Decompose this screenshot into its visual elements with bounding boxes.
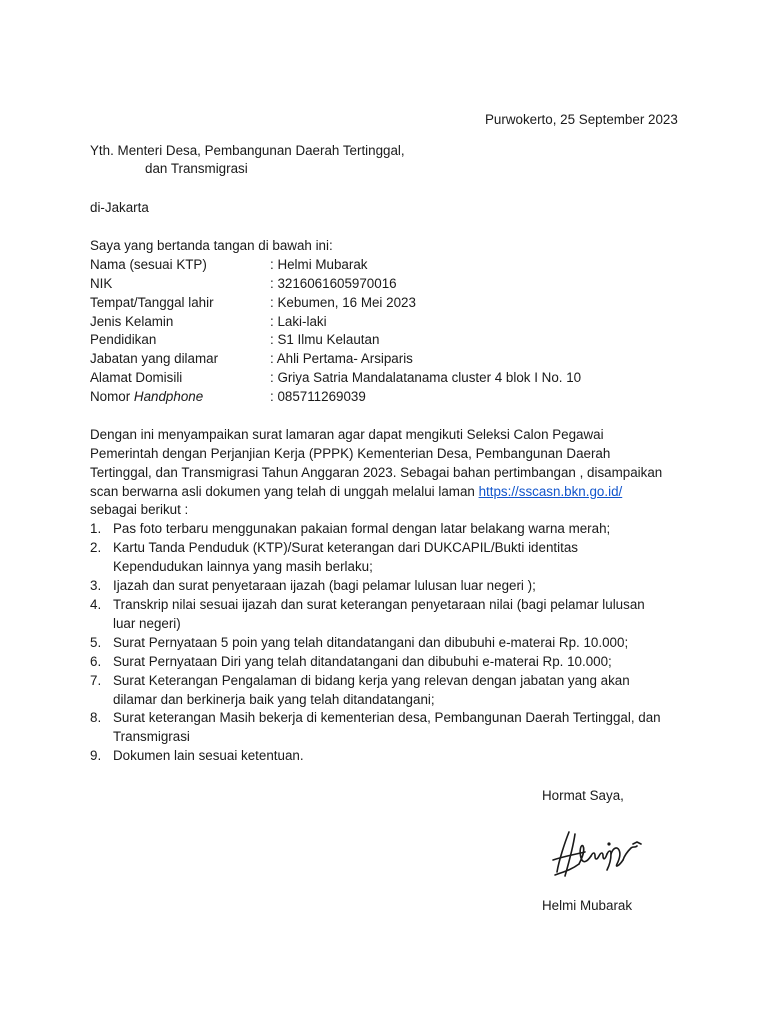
field-label: Jabatan yang dilamar — [90, 351, 219, 366]
signature-image — [545, 820, 655, 890]
recipient-line-1: Yth. Menteri Desa, Pembangunan Daerah Tertinggal, — [90, 143, 405, 158]
list-number: 7. — [90, 673, 102, 688]
list-line: Surat keterangan Masih bekerja di kementerian desa, Pembangunan Daerah Tertinggal, dan — [113, 710, 661, 725]
list-line: Surat Pernyataan Diri yang telah ditandatangani dan dibubuhi e-materai Rp. 10.000; — [113, 654, 612, 669]
intro-text: Saya yang bertanda tangan di bawah ini: — [90, 238, 333, 253]
body-line-text: scan berwarna asli dokumen yang telah di unggah melalui laman — [90, 484, 479, 499]
list-line: Dokumen lain sesuai ketentuan. — [113, 748, 304, 763]
list-text — [113, 520, 683, 539]
field-label: NIK — [90, 276, 113, 291]
field-label-italic: Handphone — [133, 389, 204, 404]
list-line: Transkrip nilai sesuai ijazah dan surat keterangan penyetaraan nilai (bagi pelamar lulusan — [113, 597, 645, 612]
field-label-prefix: Nomor — [90, 389, 134, 404]
list-number: 3. — [90, 578, 102, 593]
field-label — [90, 388, 203, 406]
list-text — [113, 539, 683, 576]
list-text — [113, 653, 683, 672]
list-line: dilamar dan berkinerja baik yang telah ditandatangani; — [113, 691, 435, 707]
list-text — [113, 634, 683, 653]
body-line-with-link — [90, 483, 622, 501]
list-number: 1. — [90, 521, 102, 536]
recipient-line-2: dan Transmigrasi — [145, 161, 248, 176]
list-number: 9. — [90, 748, 102, 763]
field-value: : Helmi Mubarak — [270, 257, 368, 272]
list-text — [113, 672, 683, 709]
list-line: Kartu Tanda Penduduk (KTP)/Surat keterangan dari DUKCAPIL/Bukti identitas — [113, 540, 578, 555]
field-label: Tempat/Tanggal lahir — [90, 295, 214, 310]
field-label: Pendidikan — [90, 332, 157, 347]
sscasn-link[interactable]: https://sscasn.bkn.go.id/ — [478, 484, 623, 499]
list-number: 6. — [90, 654, 102, 669]
list-number: 4. — [90, 597, 102, 612]
list-line: Pas foto terbaru menggunakan pakaian formal dengan latar belakang warna merah; — [113, 521, 611, 536]
list-text — [113, 596, 683, 633]
field-label: Nama (sesuai KTP) — [90, 257, 207, 272]
place-date: Purwokerto, 25 September 2023 — [485, 112, 678, 127]
signer-name: Helmi Mubarak — [542, 898, 633, 913]
list-number: 5. — [90, 635, 102, 650]
body-line: Dengan ini menyampaikan surat lamaran agar dapat mengikuti Seleksi Calon Pegawai — [90, 427, 604, 442]
body-line: Pemerintah dengan Perjanjian Kerja (PPPK) Kementerian Desa, Pembangunan Daerah — [90, 446, 611, 461]
list-line: luar negeri) — [113, 615, 181, 631]
list-text — [113, 709, 683, 746]
recipient-location: di-Jakarta — [90, 200, 149, 215]
field-label: Jenis Kelamin — [90, 314, 174, 329]
field-value: : Griya Satria Mandalatanama cluster 4 blok I No. 10 — [270, 370, 582, 385]
body-line: Tertinggal, dan Transmigrasi Tahun Anggaran 2023. Sebagai bahan pertimbangan , disampaikan — [90, 465, 663, 480]
closing-salutation: Hormat Saya, — [542, 788, 624, 803]
field-value: : Kebumen, 16 Mei 2023 — [270, 295, 416, 310]
field-value: : 3216061605970016 — [270, 276, 397, 291]
body-line: sebagai berikut : — [90, 502, 189, 517]
field-value: : Laki-laki — [270, 314, 327, 329]
field-value: : S1 Ilmu Kelautan — [270, 332, 380, 347]
list-line: Transmigrasi — [113, 728, 190, 744]
list-line: Ijazah dan surat penyetaraan ijazah (bagi pelamar lulusan luar negeri ); — [113, 578, 536, 593]
list-number: 8. — [90, 710, 102, 725]
field-value: : Ahli Pertama- Arsiparis — [270, 351, 413, 366]
list-line: Kependudukan lainnya yang masih berlaku; — [113, 558, 373, 574]
field-label: Alamat Domisili — [90, 370, 183, 385]
list-line: Surat Pernyataan 5 poin yang telah ditandatangani dan dibubuhi e-materai Rp. 10.000; — [113, 635, 629, 650]
list-number: 2. — [90, 540, 102, 555]
list-line: Surat Keterangan Pengalaman di bidang kerja yang relevan dengan jabatan yang akan — [113, 673, 630, 688]
list-text — [113, 577, 683, 596]
field-value: : 085711269039 — [270, 389, 366, 404]
list-text — [113, 747, 683, 766]
